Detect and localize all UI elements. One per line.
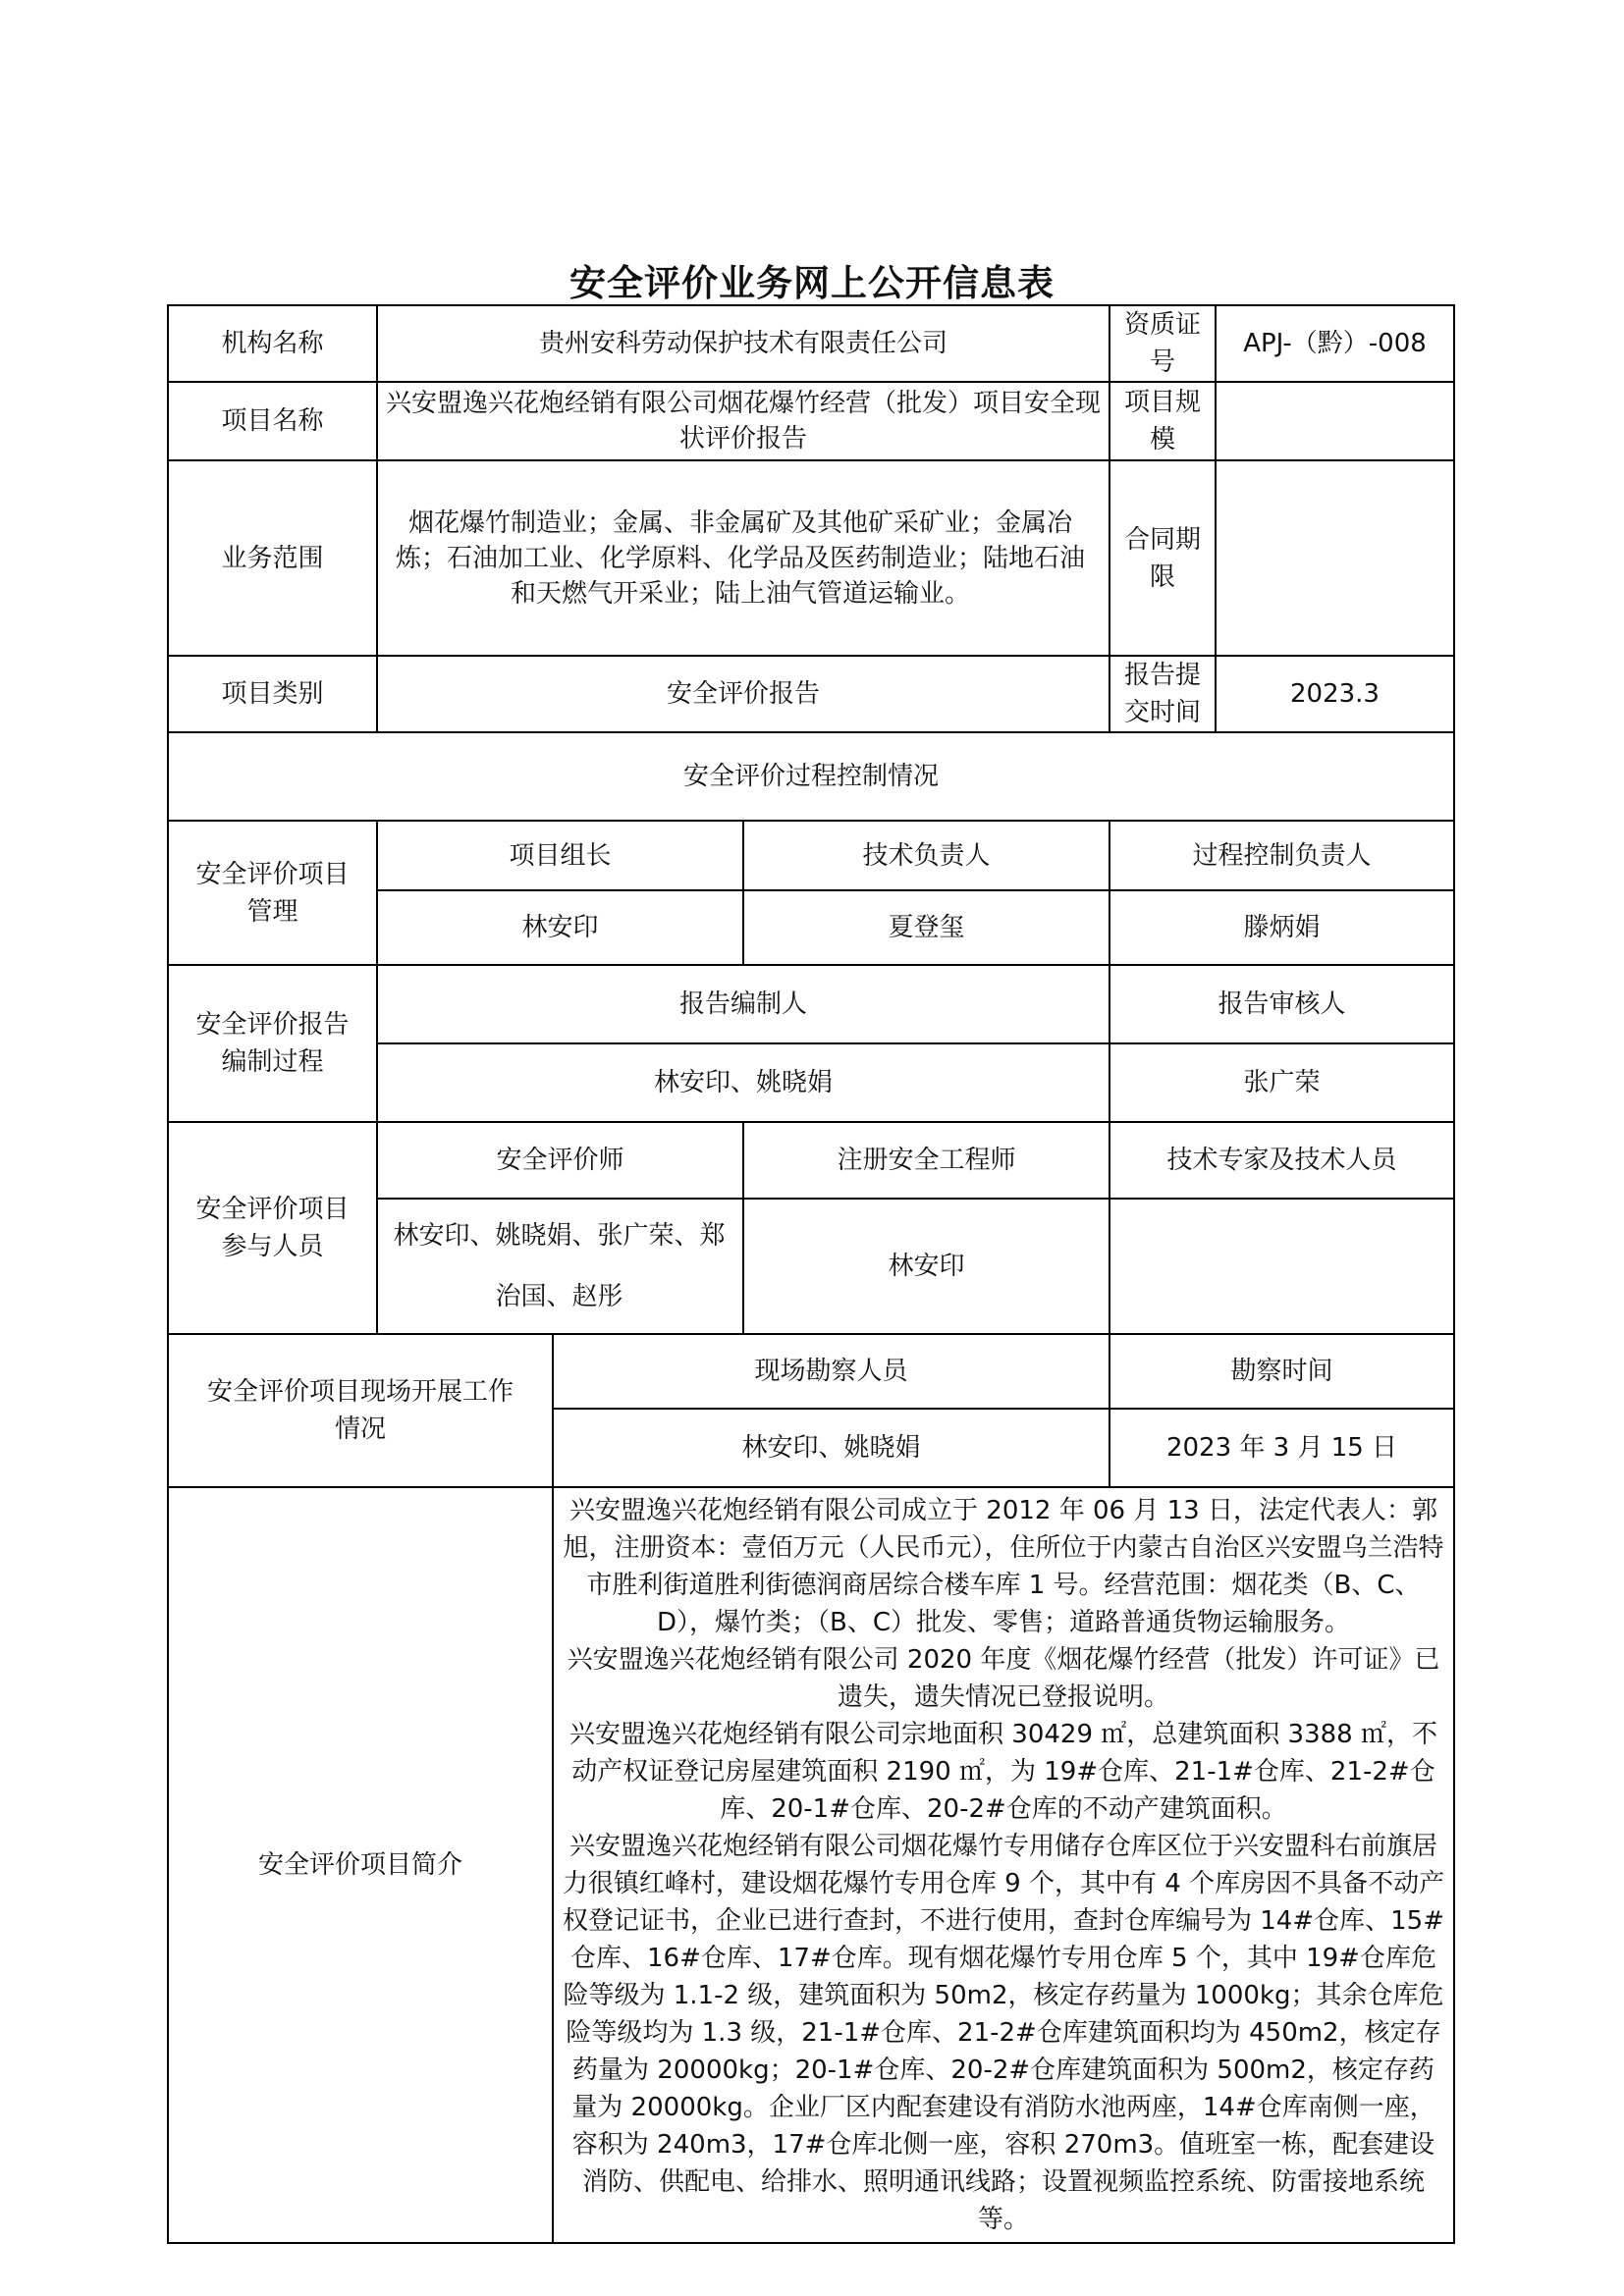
expert-value — [1110, 1199, 1454, 1334]
participants-label-line2: 参与人员 — [221, 1232, 324, 1261]
intro-paragraph-3: 兴安盟逸兴花炮经销有限公司宗地面积 30429 ㎡，总建筑面积 3388 ㎡，不动产权证登记房屋建筑面积 2190 ㎡，为 19#仓库、21-1#仓库、21-2#仓库、20-1#仓库、20-2#仓库的不动产建筑面积。 — [569, 1720, 1437, 1824]
author-label: 报告编制人 — [377, 965, 1110, 1043]
compile-label — [168, 965, 377, 1122]
intro-row — [168, 1487, 1454, 2243]
evaluator-value: 林安印、姚晓娟、张广荣、郑治国、赵彤 — [377, 1199, 743, 1334]
org-row — [168, 305, 1454, 382]
site-label-line1: 安全评价项目现场开展工作 — [206, 1377, 514, 1407]
intro-paragraph-4: 兴安盟逸兴花炮经销有限公司烟花爆竹专用储存仓库区位于兴安盟科右前旗居力很镇红峰村，建设烟花爆竹专用仓库 9 个，其中有 4 个库房因不具备不动产权登记证书，企业已进行查封，不进行使用，查封仓库编号为 14#仓库、15#仓库、16#仓库、17#仓库。现有烟花爆竹专用仓库 5 个，其中 19#仓库危险等级为 1.1-2 级，建筑面积为 50m2，核定存药量为 1000kg；其余仓库危险等级均为 1.3 级，21-1#仓库、21-2#仓库建筑面积均为 450m2，核定存药量为 20000kg；20-1#仓库、20-2#仓库建筑面积为 500m2，核定存药量为 20000kg。企业厂区内配套建设有消防水池两座，14#仓库南侧一座，容积为 240m3，17#仓库北侧一座，容积 270m3。值班室一栋，配套建设消防、供配电、给排水、照明通讯线路；设置视频监控系统、防雷接地系统等。 — [562, 1832, 1445, 2234]
cert-value: APJ-（黔）-008 — [1216, 305, 1454, 382]
scope-row — [168, 460, 1454, 656]
participants-label — [168, 1122, 377, 1334]
leader-label: 项目组长 — [377, 821, 743, 890]
scope-value: 烟花爆竹制造业；金属、非金属矿及其他矿采矿业；金属冶炼；石油加工业、化学原料、化学品及医药制造业；陆地石油和天燃气开采业；陆上油气管道运输业。 — [377, 460, 1110, 656]
process-header-row — [168, 732, 1454, 821]
site-header-row — [168, 1334, 1454, 1409]
author-value: 林安印、姚晓娟 — [377, 1043, 1110, 1122]
compile-label-line2: 编制过程 — [221, 1047, 324, 1077]
intro-paragraph-2: 兴安盟逸兴花炮经销有限公司 2020 年度《烟花爆竹经营（批发）许可证》已遗失，遗失情况已登报说明。 — [567, 1645, 1440, 1712]
category-label: 项目类别 — [168, 656, 377, 732]
time-value: 2023 年 3 月 15 日 — [1110, 1409, 1454, 1487]
reviewer-value: 张广荣 — [1110, 1043, 1454, 1122]
page-title: 安全评价业务网上公开信息表 — [569, 262, 1055, 304]
time-label: 勘察时间 — [1110, 1334, 1454, 1409]
management-header-row — [168, 821, 1454, 890]
contract-label: 合同期限 — [1110, 460, 1216, 656]
site-label-line2: 情况 — [334, 1415, 386, 1444]
intro-body — [553, 1487, 1454, 2243]
management-label-line1: 安全评价项目 — [195, 859, 350, 889]
intro-label: 安全评价项目简介 — [168, 1487, 553, 2243]
participants-header-row — [168, 1122, 1454, 1199]
surveyor-value: 林安印、姚晓娟 — [553, 1409, 1110, 1487]
scale-label: 项目规模 — [1110, 382, 1216, 460]
engineer-value: 林安印 — [743, 1199, 1110, 1334]
site-label — [168, 1334, 553, 1487]
info-table — [167, 304, 1455, 2244]
tech-value: 夏登玺 — [743, 890, 1110, 965]
project-value: 兴安盟逸兴花炮经销有限公司烟花爆竹经营（批发）项目安全现状评价报告 — [377, 382, 1110, 460]
intro-paragraph-1: 兴安盟逸兴花炮经销有限公司成立于 2012 年 06 月 13 日，法定代表人：郭旭，注册资本：壹佰万元（人民币元），住所位于内蒙古自治区兴安盟乌兰浩特市胜利街道胜利街德润商居综合楼车库 1 号。经营范围：烟花类（B、C、D），爆竹类；（B、C）批发、零售；道路普通货物运输服务。 — [563, 1496, 1444, 1637]
cert-label: 资质证号 — [1110, 305, 1216, 382]
management-label-line2: 管理 — [246, 896, 298, 927]
org-value: 贵州安科劳动保护技术有限责任公司 — [377, 305, 1110, 382]
project-row — [168, 382, 1454, 460]
scale-value — [1216, 382, 1454, 460]
management-label — [168, 821, 377, 965]
evaluator-label: 安全评价师 — [377, 1122, 743, 1199]
compile-label-line1: 安全评价报告 — [195, 1010, 350, 1040]
engineer-label: 注册安全工程师 — [743, 1122, 1110, 1199]
participants-label-line1: 安全评价项目 — [195, 1195, 350, 1224]
control-label: 过程控制负责人 — [1110, 821, 1454, 890]
process-header: 安全评价过程控制情况 — [168, 732, 1454, 821]
org-label: 机构名称 — [168, 305, 377, 382]
tech-label: 技术负责人 — [743, 821, 1110, 890]
expert-label: 技术专家及技术人员 — [1110, 1122, 1454, 1199]
contract-value — [1216, 460, 1454, 656]
compile-header-row — [168, 965, 1454, 1043]
leader-value: 林安印 — [377, 890, 743, 965]
category-value: 安全评价报告 — [377, 656, 1110, 732]
reviewer-label: 报告审核人 — [1110, 965, 1454, 1043]
submit-value: 2023.3 — [1216, 656, 1454, 732]
scope-label: 业务范围 — [168, 460, 377, 656]
submit-label: 报告提交时间 — [1110, 656, 1216, 732]
category-row — [168, 656, 1454, 732]
surveyor-label: 现场勘察人员 — [553, 1334, 1110, 1409]
project-label: 项目名称 — [168, 382, 377, 460]
control-value: 滕炳娟 — [1110, 890, 1454, 965]
